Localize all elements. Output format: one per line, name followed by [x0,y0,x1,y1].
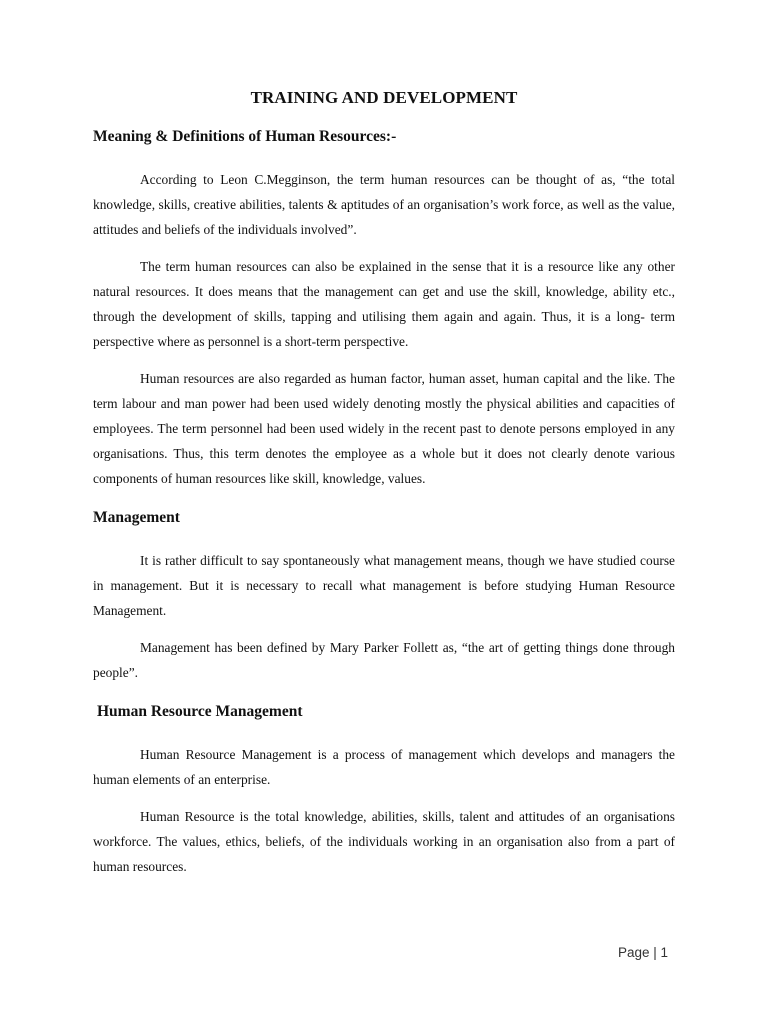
section-heading-management: Management [93,509,180,526]
page-content [93,88,675,891]
paragraph: According to Leon C.Megginson, the term human resources can be thought of as, “the total knowledge, skills, creative abilities, talents & aptitudes of an organisation’s work force, as well as the value, attitudes and beliefs of the individuals involved”. [93,172,675,237]
paragraph: The term human resources can also be explained in the sense that it is a resource like any other natural resources. It does means that the management can get and use the skill, knowledge, ability etc., through the development of skills, tapping and utilising them again and again. Thus, it is a long- term perspective where as personnel is a short-term perspective. [93,259,675,349]
paragraph: Human resources are also regarded as human factor, human asset, human capital and the like. The term labour and man power had been used widely denoting mostly the physical abilities and capacities of employees. The term personnel had been used widely in the recent past to denote persons employed in any organisations. Thus, this term denotes the employee as a whole but it does not clearly denote various components of human resources like skill, knowledge, values. [93,371,675,486]
paragraph: It is rather difficult to say spontaneously what management means, though we have studied course in management. But it is necessary to recall what management is before studying Human Resource Management. [93,553,675,618]
section-heading-hrm: Human Resource Management [97,703,303,720]
document-title: TRAINING AND DEVELOPMENT [250,88,518,107]
paragraph: Human Resource is the total knowledge, abilities, skills, talent and attitudes of an organisations workforce. The values, ethics, beliefs, of the individuals working in an organisation also from a part of human resources. [93,809,675,874]
page-number: Page | 1 [617,945,668,960]
section-heading-hr-definitions: Meaning & Definitions of Human Resources:- [93,128,397,145]
paragraph: Management has been defined by Mary Parker Follett as, “the art of getting things done through people”. [93,640,675,680]
paragraph: Human Resource Management is a process of management which develops and managers the human elements of an enterprise. [93,747,675,787]
